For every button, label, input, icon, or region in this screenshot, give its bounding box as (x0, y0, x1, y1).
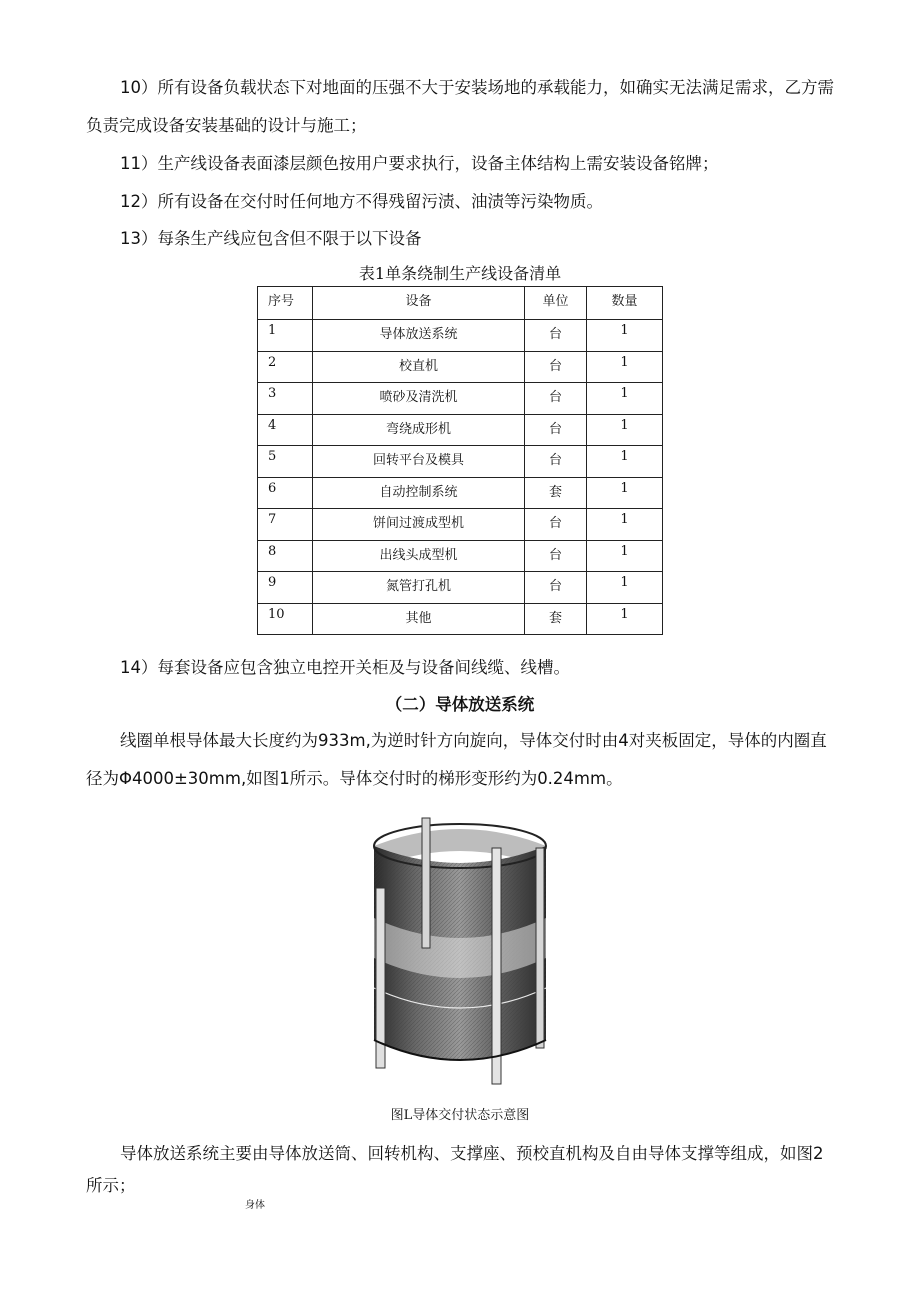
equipment-table (257, 286, 663, 635)
cell-device: 回转平台及模具 (313, 446, 525, 478)
clamp-plate-front (492, 848, 501, 1084)
cell-device: 出线头成型机 (313, 540, 525, 572)
cell-qty: 1 (587, 572, 663, 604)
header-no: 序号 (258, 287, 313, 320)
cell-qty: 1 (587, 509, 663, 541)
cell-device: 自动控制系统 (313, 477, 525, 509)
cell-device: 弯绕成形机 (313, 414, 525, 446)
cell-unit: 台 (525, 320, 587, 352)
cell-no: 6 (258, 477, 313, 509)
cell-device: 其他 (313, 603, 525, 635)
cell-qty: 1 (587, 383, 663, 415)
cell-no: 5 (258, 446, 313, 478)
table-row (258, 320, 663, 352)
cell-no: 2 (258, 351, 313, 383)
table-row (258, 603, 663, 635)
table-caption: 表1单条绕制生产线设备清单 (358, 264, 562, 283)
table-header-row (258, 287, 663, 320)
table-row (258, 572, 663, 604)
cell-device: 校直机 (313, 351, 525, 383)
cell-device: 饼间过渡成型机 (313, 509, 525, 541)
paragraph-conductor-spec: 线圈单根导体最大长度约为933m,为逆时针方向旋向，导体交付时由4对夹板固定，导体的内圈直径为Φ4000±30mm,如图1所示。导体交付时的梯形变形约为0.24mm。 (86, 731, 827, 788)
paragraph-item-13: 13）每条生产线应包含但不限于以下设备 (120, 229, 422, 248)
table-row (258, 446, 663, 478)
cell-qty: 1 (587, 540, 663, 572)
paragraph-item-11: 11）生产线设备表面漆层颜色按用户要求执行，设备主体结构上需安装设备铭牌； (120, 154, 719, 173)
cell-unit: 台 (525, 540, 587, 572)
cell-no: 9 (258, 572, 313, 604)
table-row (258, 383, 663, 415)
cell-device: 氮管打孔机 (313, 572, 525, 604)
header-device: 设备 (313, 287, 525, 320)
cell-unit: 台 (525, 351, 587, 383)
header-qty: 数量 (587, 287, 663, 320)
cell-no: 1 (258, 320, 313, 352)
cell-qty: 1 (587, 603, 663, 635)
cell-unit: 台 (525, 509, 587, 541)
cell-unit: 套 (525, 477, 587, 509)
clamp-plate-back (422, 818, 430, 948)
paragraph-item-10: 10）所有设备负载状态下对地面的压强不大于安装场地的承载能力，如确实无法满足需求，乙方需负责完成设备安装基础的设计与施工； (86, 78, 834, 135)
paragraph-item-14: 14）每套设备应包含独立电控开关柜及与设备间线缆、线槽。 (120, 658, 570, 677)
table-row (258, 540, 663, 572)
figure-caption: 图L导体交付状态示意图 (390, 1108, 530, 1123)
cell-unit: 台 (525, 446, 587, 478)
cell-no: 3 (258, 383, 313, 415)
table-row (258, 351, 663, 383)
cell-no: 4 (258, 414, 313, 446)
cell-no: 10 (258, 603, 313, 635)
cell-unit: 台 (525, 383, 587, 415)
cell-qty: 1 (587, 351, 663, 383)
table-row (258, 509, 663, 541)
cell-device: 导体放送系统 (313, 320, 525, 352)
header-unit: 单位 (525, 287, 587, 320)
cell-device: 喷砂及清洗机 (313, 383, 525, 415)
cell-unit: 台 (525, 572, 587, 604)
table-row (258, 477, 663, 509)
paragraph-feed-system: 导体放送系统主要由导体放送筒、回转机构、支撑座、预校直机构及自由导体支撑等组成，如图2所示； (86, 1144, 824, 1195)
cell-no: 7 (258, 509, 313, 541)
table-row (258, 414, 663, 446)
cell-unit: 台 (525, 414, 587, 446)
cell-qty: 1 (587, 320, 663, 352)
stray-text: 身体 (245, 1200, 265, 1211)
conductor-coil-figure (360, 808, 560, 1088)
cell-qty: 1 (587, 446, 663, 478)
cell-qty: 1 (587, 477, 663, 509)
cell-unit: 套 (525, 603, 587, 635)
section-heading: （二）导体放送系统 (385, 695, 535, 714)
paragraph-item-12: 12）所有设备在交付时任何地方不得残留污渍、油渍等污染物质。 (120, 192, 603, 211)
cell-no: 8 (258, 540, 313, 572)
clamp-plate-right (536, 848, 544, 1048)
cell-qty: 1 (587, 414, 663, 446)
